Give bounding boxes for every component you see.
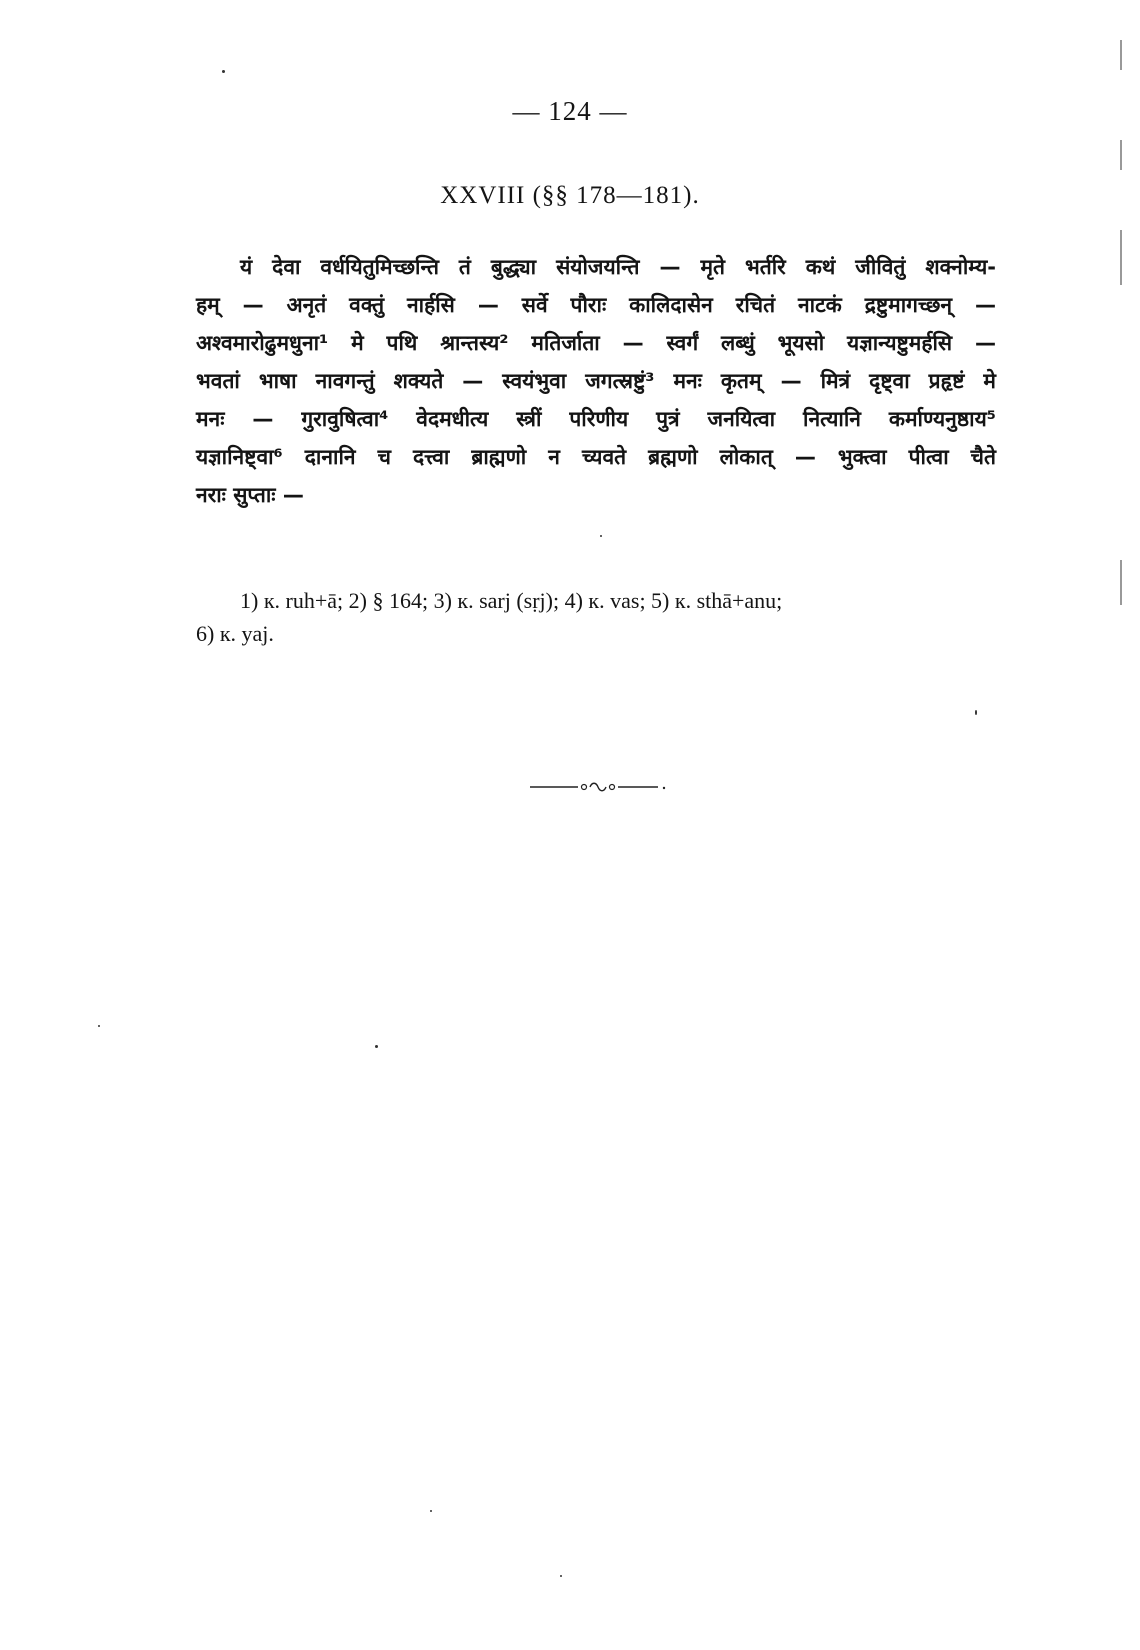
scan-speck: [375, 1045, 378, 1048]
sanskrit-line: यज्ञानिष्ट्वा⁶ दानानि च दत्त्वा ब्राह्मणो न च्यवते ब्रह्मणो लोकात् — भुक्त्वा पीत्वा चैते: [196, 445, 996, 469]
sanskrit-line: यं देवा वर्धयितुमिच्छन्ति तं बुद्ध्या संयोजयन्ति — मृते भर्तरि कथं जीवितुं शक्नोम्य-: [240, 255, 996, 279]
sanskrit-line: अश्वमारोढुमधुना¹ मे पथि श्रान्तस्य² मतिर्जाता — स्वर्गं लब्धुं भूयसो यज्ञान्यष्टुमर्हसि —: [196, 331, 996, 355]
footnote-line: 1) к. ruh+ā; 2) § 164; 3) к. sarj (sṛj); 4) к. vas; 5) к. sthā+anu;: [240, 588, 783, 613]
scan-edge-mark: [1120, 560, 1122, 605]
sanskrit-exercise-text: [196, 248, 996, 514]
sanskrit-line: नराः सुप्ताः —: [196, 483, 304, 507]
ornamental-divider-icon: [528, 780, 668, 794]
sanskrit-line: मनः — गुरावुषित्वा⁴ वेदमधीत्य स्त्रीं परिणीय पुत्रं जनयित्वा नित्यानि कर्माण्यनुष्ठाय⁵: [196, 407, 996, 431]
scan-speck: [430, 1510, 432, 1512]
scan-edge-mark: [1120, 40, 1122, 70]
footnote-line: 6) к. yaj.: [196, 621, 274, 646]
scan-speck: [222, 70, 225, 73]
page-number: — 124 —: [512, 96, 628, 126]
scan-speck: [975, 710, 977, 715]
scan-edge-mark: [1120, 230, 1122, 285]
scan-speck: [600, 535, 602, 537]
sanskrit-line: हम् — अनृतं वक्तुं नार्हसि — सर्वे पौराः कालिदासेन रचितं नाटकं द्रष्टुमागच्छन् —: [196, 293, 996, 317]
sanskrit-line: भवतां भाषा नावगन्तुं शक्यते — स्वयंभुवा जगत्स्रष्टुं³ मनः कृतम् — मित्रं दृष्ट्वा प्रहृष्टं मे: [196, 369, 996, 393]
scan-edge-mark: [1120, 140, 1122, 170]
footnotes: [196, 584, 996, 650]
section-heading: XXVIII (§§ 178—181).: [440, 182, 700, 209]
scan-speck: [560, 1575, 562, 1577]
scan-speck: [98, 1025, 100, 1027]
